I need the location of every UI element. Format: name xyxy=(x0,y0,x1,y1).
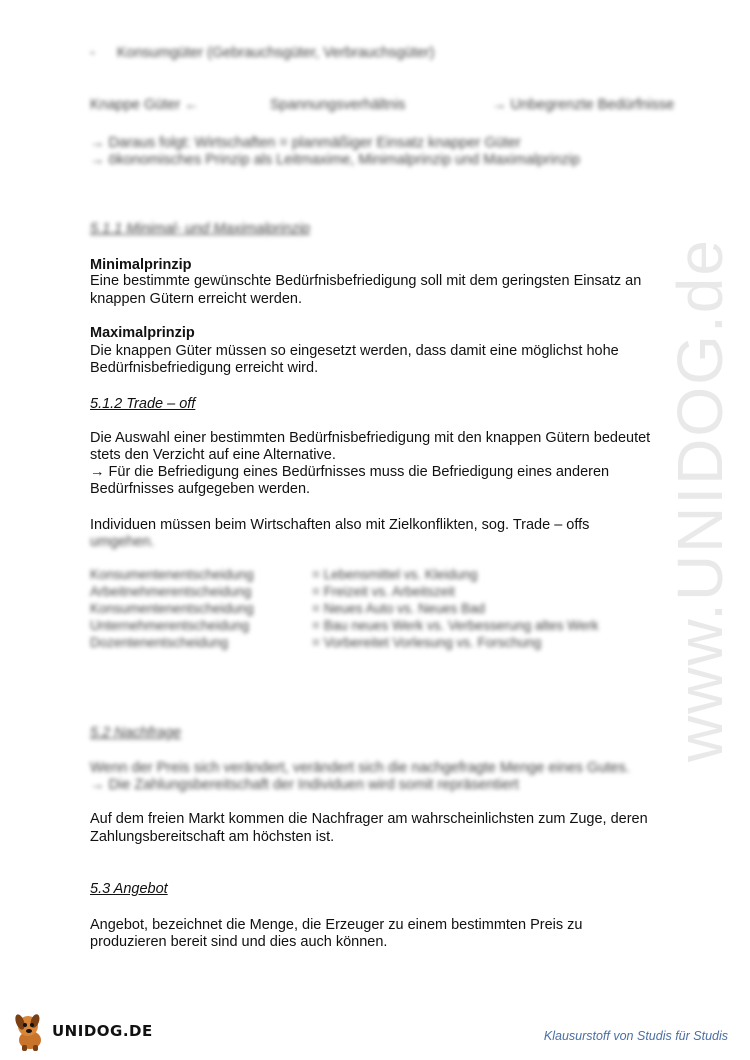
tradeoff-p1-line-2: stets den Verzicht auf eine Alternative. xyxy=(90,447,336,463)
unidog-logo xyxy=(8,1010,153,1052)
blurred-line-4: → ökonomisches Prinzip als Leitmaxime, Minimalprinzip und Maximalprinzip xyxy=(90,152,580,168)
decision-row: Unternehmerentscheidung = Bau neues Werk vs. Verbesserung altes Werk xyxy=(90,618,599,633)
tradeoff-p2-line-1: → Für die Befriedigung eines Bedürfnisses muss die Befriedigung eines anderen xyxy=(90,464,610,480)
nachfrage-line-1: Auf dem freien Markt kommen die Nachfrager am wahrscheinlichsten zum Zuge, deren xyxy=(90,811,648,827)
maximal-heading: Maximalprinzip xyxy=(90,325,195,341)
blurred-line-3: → Daraus folgt: Wirtschaften = planmäßiger Einsatz knapper Güter xyxy=(90,135,521,151)
decision-row: Konsumentenentscheidung = Lebensmittel vs. Kleidung xyxy=(90,567,478,582)
minimal-heading: Minimalprinzip xyxy=(90,257,192,273)
dog-mascot-icon xyxy=(8,1010,50,1052)
angebot-line-2: produzieren bereit sind und dies auch können. xyxy=(90,934,388,950)
tradeoff-heading: 5.1.2 Trade – off xyxy=(90,396,196,412)
footer-tagline: Klausurstoff von Studis für Studis xyxy=(543,1029,728,1043)
nachfrage-blur-line-1: Wenn der Preis sich verändert, verändert sich die nachgefragte Menge eines Gutes. xyxy=(90,760,630,776)
blurred-bullet-line: - Konsumgüter (Gebrauchsgüter, Verbrauchsgüter) xyxy=(90,45,435,61)
tradeoff-p3-line-1: Individuen müssen beim Wirtschaften also mit Zielkonflikten, sog. Trade – offs xyxy=(90,517,590,533)
tradeoff-p1-line-1: Die Auswahl einer bestimmten Bedürfnisbefriedigung mit den knappen Gütern bedeutet xyxy=(90,430,651,446)
logo-wordmark: UNIDOG.DE xyxy=(52,1022,153,1040)
angebot-heading: 5.3 Angebot xyxy=(90,881,168,897)
decision-row: Arbeitnehmerentscheidung = Freizeit vs. Arbeitszeit xyxy=(90,584,455,599)
maximal-line-1: Die knappen Güter müssen so eingesetzt werden, dass damit eine möglichst hohe xyxy=(90,343,619,359)
decision-row: Konsumentenentscheidung = Neues Auto vs. Neues Bad xyxy=(90,601,485,616)
watermark: www.UNIDOG.de xyxy=(664,238,736,762)
blurred-section-heading: 5.1.1 Minimal- und Maximalprinzip xyxy=(90,221,310,237)
minimal-line-2: knappen Gütern erreicht werden. xyxy=(90,291,302,307)
nachfrage-blur-line-2: → Die Zahlungsbereitschaft der Individuen wird somit repräsentiert xyxy=(90,777,519,793)
minimal-line-1: Eine bestimmte gewünschte Bedürfnisbefriedigung soll mit dem geringsten Einsatz an xyxy=(90,273,642,289)
nachfrage-heading: 5.2 Nachfrage xyxy=(90,725,182,741)
arrow-right-icon: → xyxy=(90,464,105,480)
decision-row: Dozentenentscheidung = Vorbereitet Vorlesung vs. Forschung xyxy=(90,635,542,650)
tradeoff-p3-line-2: umgehen. xyxy=(90,534,155,550)
nachfrage-line-2: Zahlungsbereitschaft am höchsten ist. xyxy=(90,829,335,845)
angebot-line-1: Angebot, bezeichnet die Menge, die Erzeuger zu einem bestimmten Preis zu xyxy=(90,917,583,933)
tradeoff-p2-line-2: Bedürfnisses aufgegeben werden. xyxy=(90,481,311,497)
blurred-triple-line: Knappe Güter ← Spannungsverhältnis → Unbegrenzte Bedürfnisse xyxy=(90,97,675,113)
maximal-line-2: Bedürfnisbefriedigung erreicht wird. xyxy=(90,360,319,376)
